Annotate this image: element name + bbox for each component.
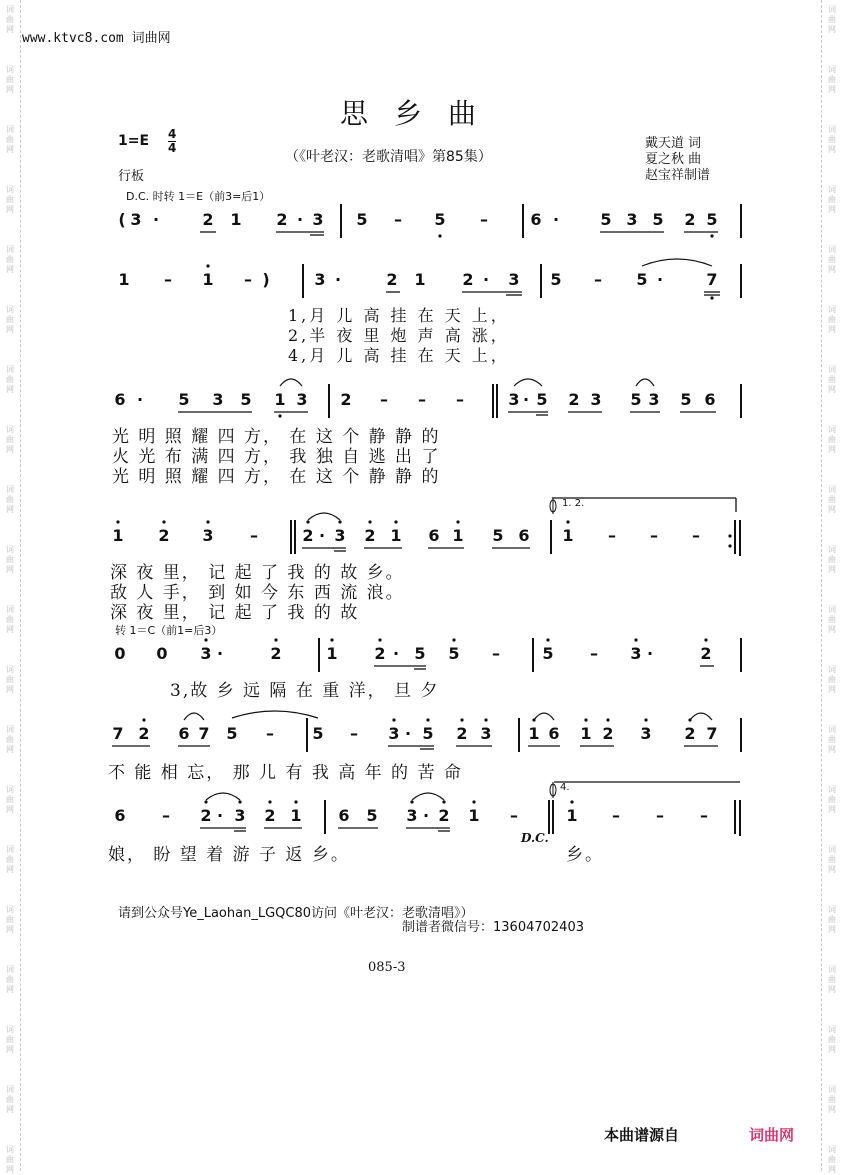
watermark-glyph: 词 曲 网 <box>828 785 836 814</box>
note: 5 <box>680 390 692 409</box>
note: 3 <box>314 270 326 289</box>
note: · <box>646 644 654 663</box>
note: · <box>216 806 224 825</box>
slur <box>690 713 712 720</box>
octave-dot <box>294 800 297 803</box>
note: 1 <box>390 526 402 545</box>
watermark-glyph: 词 曲 网 <box>6 545 14 574</box>
watermark-glyph: 词 曲 网 <box>6 305 14 334</box>
watermark-glyph: 词 曲 网 <box>6 605 14 634</box>
slur <box>206 793 240 800</box>
note: 6 <box>178 724 190 743</box>
note: 6 <box>338 806 350 825</box>
note: 2 <box>456 724 468 743</box>
note: – <box>162 806 170 825</box>
octave-dot <box>546 638 549 641</box>
octave-dot <box>456 520 459 523</box>
lyric-row2-verse4: 4,月 儿 高 挂 在 天 上， <box>288 346 510 365</box>
note: 2 <box>270 644 282 663</box>
watermark-glyph: 词 曲 网 <box>6 1145 14 1174</box>
octave-dot <box>204 638 207 641</box>
note: 2 <box>700 644 712 663</box>
watermark-glyph: 词 曲 网 <box>828 1085 836 1114</box>
note: 1 <box>452 526 464 545</box>
note: 5 <box>706 210 718 229</box>
note: – <box>656 806 664 825</box>
note: · <box>392 644 400 663</box>
octave-dot <box>644 718 647 721</box>
note: 3 <box>334 526 346 545</box>
note: – <box>250 526 258 545</box>
note: 5 <box>356 210 368 229</box>
note: 2 <box>200 806 212 825</box>
note: 3 <box>626 210 638 229</box>
watermark-glyph: 词 曲 网 <box>6 185 14 214</box>
watermark-glyph: 词 曲 网 <box>6 365 14 394</box>
note: 2 <box>684 210 696 229</box>
note: 3 <box>640 724 652 743</box>
slur <box>412 793 444 800</box>
watermark-glyph: 词 曲 网 <box>6 245 14 274</box>
watermark-glyph: 词 曲 网 <box>6 845 14 874</box>
lyric-row2-verse2: 2,半 夜 里 炮 声 高 涨， <box>288 326 510 345</box>
lyric-row7-ending: 乡。 <box>566 845 604 865</box>
octave-dot <box>584 718 587 721</box>
note: 2 <box>438 806 450 825</box>
note: 6 <box>530 210 542 229</box>
octave-dot <box>274 638 277 641</box>
watermark-glyph: 词 曲 网 <box>6 665 14 694</box>
note: 5 <box>422 724 434 743</box>
note: – <box>350 724 358 743</box>
lyric-row4-verse1: 深 夜 里， 记 起 了 我 的 故 乡。 <box>110 563 405 583</box>
note: 2 <box>264 806 276 825</box>
note: – <box>244 270 252 289</box>
octave-dot <box>472 800 475 803</box>
watermark-glyph: 词 曲 网 <box>6 425 14 454</box>
watermark-glyph: 词 曲 网 <box>828 365 836 394</box>
source-logo[interactable]: 词曲网 <box>749 1126 795 1144</box>
slur <box>636 379 654 386</box>
note: 2 <box>602 724 614 743</box>
octave-dot <box>368 520 371 523</box>
watermark-glyph: 词 曲 网 <box>828 665 836 694</box>
watermark-glyph: 词 曲 网 <box>828 65 836 94</box>
note: 5 <box>240 390 252 409</box>
note: 2 <box>386 270 398 289</box>
octave-dot <box>442 800 445 803</box>
note: 1 <box>580 724 592 743</box>
note: 5 <box>178 390 190 409</box>
note: 6 <box>548 724 560 743</box>
note: 6 <box>704 390 716 409</box>
note: 1 <box>326 644 338 663</box>
watermark-glyph: 词 曲 网 <box>828 5 836 34</box>
note: 3 <box>648 390 660 409</box>
note: · <box>422 806 430 825</box>
note: 3 <box>508 390 520 409</box>
note: 1 <box>414 270 426 289</box>
octave-dot <box>206 264 209 267</box>
octave-dot <box>378 638 381 641</box>
note: 7 <box>706 270 718 289</box>
watermark-glyph: 词 曲 网 <box>828 905 836 934</box>
note: – <box>692 526 700 545</box>
note: 3 <box>212 390 224 409</box>
note: – <box>456 390 464 409</box>
watermark-glyph: 词 曲 网 <box>6 965 14 994</box>
octave-dot <box>452 638 455 641</box>
note: 1 <box>528 724 540 743</box>
volta-2-label: 4. <box>560 782 570 793</box>
note: 5 <box>542 644 554 663</box>
footer-arranger-contact: 制谱者微信号：13604702403 <box>402 920 584 935</box>
time-top: 4 <box>168 127 177 141</box>
lyric-row3-verse1: 光 明 照 耀 四 方， 在 这 个 静 静 的 <box>112 427 441 447</box>
source-label: 本曲谱源自 <box>604 1126 680 1144</box>
footer-wechat-note: 请到公众号Ye_Laohan_LGQC80访问《叶老汉：老歌清唱》） <box>118 906 474 921</box>
slur <box>534 713 554 720</box>
time-bottom: 4 <box>168 141 177 155</box>
note: · <box>404 724 412 743</box>
note: 7 <box>112 724 124 743</box>
note: 2 <box>340 390 352 409</box>
note: 3 <box>130 210 142 229</box>
note: 3 <box>590 390 602 409</box>
octave-dot <box>278 414 281 417</box>
note: 3 <box>480 724 492 743</box>
octave-dot <box>392 718 395 721</box>
modulation-note: 转 1＝C（前1=后3） <box>115 624 223 637</box>
note: 1 <box>230 210 242 229</box>
octave-dot <box>570 800 573 803</box>
watermark-glyph: 词 曲 网 <box>828 425 836 454</box>
note: 6 <box>428 526 440 545</box>
note: 3 <box>508 270 520 289</box>
lyric-row4-verse4: 深 夜 里， 记 起 了 我 的 故 <box>110 603 360 623</box>
note: ( <box>118 210 126 229</box>
note: 1 <box>274 390 286 409</box>
note: · <box>482 270 490 289</box>
octave-dot <box>116 520 119 523</box>
octave-dot <box>460 718 463 721</box>
watermark-glyph: 词 曲 网 <box>6 725 14 754</box>
note: 5 <box>550 270 562 289</box>
subtitle: （《叶老汉：老歌清唱》第85集） <box>285 149 492 165</box>
composer-credit: 夏之秋 曲 <box>645 152 702 167</box>
note: 3 <box>630 644 642 663</box>
watermark-glyph: 词 曲 网 <box>828 125 836 154</box>
note: 6 <box>518 526 530 545</box>
watermark-glyph: 词 曲 网 <box>6 1025 14 1054</box>
watermark-glyph: 词 曲 网 <box>828 725 836 754</box>
octave-dot <box>710 296 713 299</box>
song-title: 思乡曲 <box>339 97 502 130</box>
note: 2 <box>158 526 170 545</box>
watermark-glyph: 词 曲 网 <box>6 5 14 34</box>
note: 2 <box>568 390 580 409</box>
octave-dot <box>728 534 731 537</box>
note: · <box>216 644 224 663</box>
note: 2 <box>138 724 150 743</box>
arranger-credit: 赵宝祥制谱 <box>645 168 711 183</box>
note: 5 <box>652 210 664 229</box>
octave-dot <box>268 800 271 803</box>
slur <box>232 711 318 718</box>
note: – <box>650 526 658 545</box>
note: 3 <box>406 806 418 825</box>
watermark-glyph: 词 曲 网 <box>6 125 14 154</box>
octave-dot <box>728 544 731 547</box>
note: 5 <box>414 644 426 663</box>
watermark-glyph: 词 曲 网 <box>6 905 14 934</box>
watermark-glyph: 词 曲 网 <box>6 1085 14 1114</box>
note: – <box>480 210 488 229</box>
note: 1 <box>112 526 124 545</box>
octave-dot <box>704 638 707 641</box>
note: 3 <box>388 724 400 743</box>
note: 5 <box>312 724 324 743</box>
dc-mark: D.C. <box>521 831 549 845</box>
note: 5 <box>226 724 238 743</box>
octave-dot <box>204 800 207 803</box>
note: 5 <box>600 210 612 229</box>
note: 5 <box>492 526 504 545</box>
slur <box>184 713 204 720</box>
note: 3 <box>234 806 246 825</box>
note: 0 <box>114 644 126 663</box>
note: 2 <box>202 210 214 229</box>
octave-dot <box>606 718 609 721</box>
lyric-row3-verse2: 火 光 布 满 四 方， 我 独 自 逃 出 了 <box>112 447 441 467</box>
note: 5 <box>636 270 648 289</box>
watermark-glyph: 词 曲 网 <box>6 785 14 814</box>
note: 1 <box>562 526 574 545</box>
lyric-row3-verse4: 光 明 照 耀 四 方， 在 这 个 静 静 的 <box>112 467 441 487</box>
note: · <box>136 390 144 409</box>
note: – <box>608 526 616 545</box>
note: 5 <box>434 210 446 229</box>
note: – <box>510 806 518 825</box>
lyric-row4-verse2: 敌 人 手， 到 如 今 东 西 流 浪。 <box>110 583 405 603</box>
note: · <box>152 210 160 229</box>
octave-dot <box>484 718 487 721</box>
octave-dot <box>306 520 309 523</box>
note: 3 <box>202 526 214 545</box>
octave-dot <box>566 520 569 523</box>
note: – <box>164 270 172 289</box>
note: 3 <box>200 644 212 663</box>
watermark-glyph: 词 曲 网 <box>828 1145 836 1174</box>
note: · <box>552 210 560 229</box>
note: 6 <box>114 806 126 825</box>
slur <box>514 379 542 386</box>
site-url[interactable]: www.ktvc8.com 词曲网 <box>22 31 171 46</box>
note: 5 <box>630 390 642 409</box>
octave-dot <box>238 800 241 803</box>
watermark-glyph: 词 曲 网 <box>828 845 836 874</box>
note: · <box>656 270 664 289</box>
note: – <box>612 806 620 825</box>
lyric-row7: 娘， 盼 望 着 游 子 返 乡。 <box>108 845 350 865</box>
note: 7 <box>706 724 718 743</box>
note: 5 <box>366 806 378 825</box>
note: – <box>380 390 388 409</box>
note: 2 <box>276 210 288 229</box>
note: 1 <box>290 806 302 825</box>
watermark-glyph: 词 曲 网 <box>828 185 836 214</box>
lyricist-credit: 戴天道 词 <box>645 136 702 151</box>
note: 2 <box>364 526 376 545</box>
watermark-glyph: 词 曲 网 <box>828 1025 836 1054</box>
octave-dot <box>438 234 441 237</box>
note: 5 <box>536 390 548 409</box>
key-signature: 1=E <box>118 133 150 149</box>
slur <box>308 513 340 520</box>
octave-dot <box>330 638 333 641</box>
octave-dot <box>338 520 341 523</box>
watermark-glyph: 词 曲 网 <box>828 545 836 574</box>
note: 5 <box>448 644 460 663</box>
dc-transpose-note: D.C. 时转 1＝E（前3=后1） <box>126 190 271 203</box>
octave-dot <box>410 800 413 803</box>
octave-dot <box>426 718 429 721</box>
note: 2 <box>302 526 314 545</box>
note: 2 <box>684 724 696 743</box>
note: 1 <box>118 270 130 289</box>
lyric-row5-verse3: 3,故 乡 远 隔 在 重 洋， 旦 夕 <box>170 681 440 701</box>
watermark-glyph: 词 曲 网 <box>828 605 836 634</box>
note: 0 <box>156 644 168 663</box>
volta-1-label: 1. 2. <box>562 498 585 509</box>
note: – <box>594 270 602 289</box>
note: 3 <box>312 210 324 229</box>
octave-dot <box>206 520 209 523</box>
note: – <box>418 390 426 409</box>
note: · <box>522 390 530 409</box>
octave-dot <box>394 520 397 523</box>
note: – <box>590 644 598 663</box>
slur <box>642 259 712 266</box>
lyric-row6: 不 能 相 忘， 那 儿 有 我 高 年 的 苦 命 <box>108 763 463 783</box>
octave-dot <box>634 638 637 641</box>
note: 7 <box>198 724 210 743</box>
watermark-glyph: 词 曲 网 <box>828 965 836 994</box>
note: 1 <box>468 806 480 825</box>
note: – <box>394 210 402 229</box>
lyric-row2-verse1: 1,月 儿 高 挂 在 天 上， <box>288 306 510 325</box>
watermark-glyph: 词 曲 网 <box>828 485 836 514</box>
watermark-glyph: 词 曲 网 <box>6 485 14 514</box>
page-number: 085-3 <box>368 960 406 975</box>
note: · <box>318 526 326 545</box>
watermark-glyph: 词 曲 网 <box>828 245 836 274</box>
note: 1 <box>566 806 578 825</box>
watermark-glyph: 词 曲 网 <box>6 65 14 94</box>
octave-dot <box>162 520 165 523</box>
note: – <box>700 806 708 825</box>
note: 3 <box>296 390 308 409</box>
note: ) <box>262 270 270 289</box>
note: – <box>266 724 274 743</box>
note: · <box>334 270 342 289</box>
note: 1 <box>202 270 214 289</box>
note: 2 <box>374 644 386 663</box>
note: 2 <box>462 270 474 289</box>
watermark-glyph: 词 曲 网 <box>828 305 836 334</box>
note: – <box>492 644 500 663</box>
tempo-marking: 行板 <box>118 169 145 184</box>
slur <box>280 379 302 386</box>
octave-dot <box>142 718 145 721</box>
octave-dot <box>710 234 713 237</box>
note: · <box>296 210 304 229</box>
note: 6 <box>114 390 126 409</box>
